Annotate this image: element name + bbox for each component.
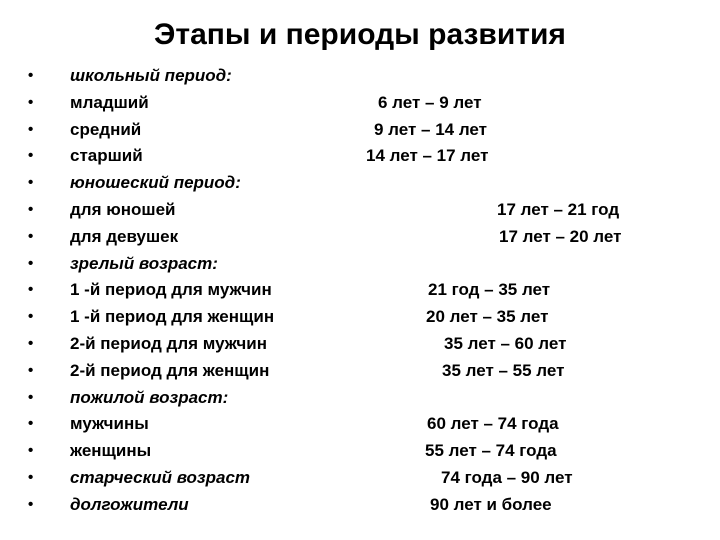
list-item [0,143,720,170]
bullet-icon: • [28,415,34,433]
list-item [0,465,720,492]
list-item [0,304,720,331]
list-item [0,224,720,251]
list-item [0,117,720,144]
age-range: 90 лет и более [430,494,552,514]
age-range: 20 лет – 35 лет [426,307,549,327]
period-label: старший [70,146,143,166]
bullet-icon: • [28,120,34,138]
age-range: 35 лет – 55 лет [442,360,565,380]
age-range: 74 года – 90 лет [441,467,573,487]
list-item [0,277,720,304]
age-range: 9 лет – 14 лет [374,119,487,139]
age-range: 21 год – 35 лет [428,280,551,300]
bullet-icon: • [28,200,34,218]
bullet-icon: • [28,67,34,84]
period-label: 2-й период для женщин [70,360,270,380]
bullet-icon: • [28,442,34,460]
list-item [0,492,720,519]
bullet-icon: • [28,281,34,299]
bullet-icon: • [28,334,34,352]
period-label: средний [70,119,142,139]
age-range: 17 лет – 20 лет [499,226,622,246]
bullet-icon: • [28,174,34,192]
list-item [0,197,720,224]
bullet-icon: • [28,308,34,326]
age-range: 17 лет – 21 год [497,199,620,219]
period-label: младший [70,92,149,112]
section-heading: юношеский период: [70,173,241,193]
bullet-icon: • [28,227,34,245]
list-item [0,358,720,385]
list-item [0,63,720,90]
age-range: 6 лет – 9 лет [378,92,482,112]
periods-list [0,63,720,519]
age-range: 60 лет – 74 года [427,414,559,434]
list-item [0,438,720,465]
period-label: старческий возраст [70,467,251,487]
period-label: долгожители [70,494,189,514]
bullet-icon: • [28,468,34,486]
bullet-icon: • [28,495,34,513]
period-label: 1 -й период для женщин [70,307,275,327]
bullet-icon: • [28,388,34,406]
period-label: для девушек [70,226,179,246]
age-range: 14 лет – 17 лет [366,146,489,166]
bullet-icon: • [28,147,34,165]
list-item [0,411,720,438]
list-item [0,251,720,278]
list-item [0,385,720,412]
slide-title: Этапы и периоды развития [154,18,566,51]
list-item [0,90,720,117]
age-range: 55 лет – 74 года [425,441,557,461]
section-heading: школьный период: [70,66,232,85]
period-label: 1 -й период для мужчин [70,280,272,300]
age-range: 35 лет – 60 лет [444,333,567,353]
period-label: мужчины [70,414,149,434]
section-heading: зрелый возраст: [70,253,218,273]
period-label: для юношей [70,199,176,219]
section-heading: пожилой возраст: [70,387,229,407]
list-item [0,170,720,197]
bullet-icon: • [28,361,34,379]
period-label: женщины [70,441,152,461]
list-item [0,331,720,358]
bullet-icon: • [28,254,34,272]
bullet-icon: • [28,93,34,111]
period-label: 2-й период для мужчин [70,333,267,353]
